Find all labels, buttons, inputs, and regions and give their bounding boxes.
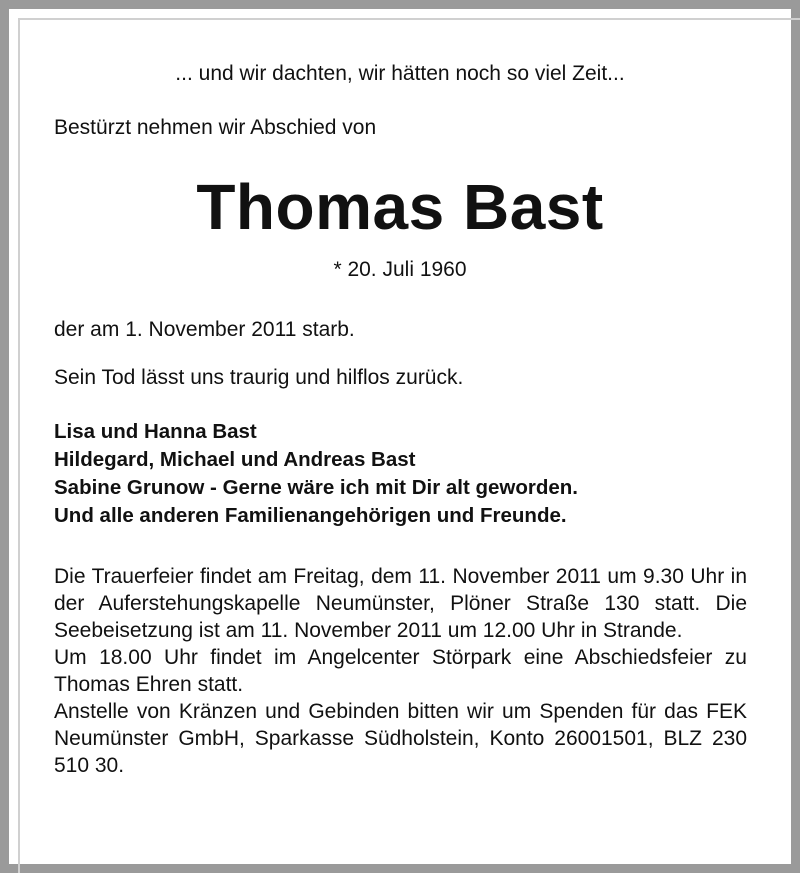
funeral-info [54, 563, 747, 779]
mourner-line: Hildegard, Michael und Andreas Bast [54, 448, 416, 471]
grief-line: Sein Tod lässt uns traurig und hilflos zurück. [54, 366, 464, 389]
mourner-line: Und alle anderen Familienangehörigen und Freunde. [54, 504, 567, 527]
deceased-name: Thomas Bast [196, 171, 604, 243]
mourner-line: Sabine Grunow - Gerne wäre ich mit Dir alt geworden. [54, 476, 578, 499]
tagline: ... und wir dachten, wir hätten noch so viel Zeit... [175, 62, 625, 85]
mourner-line: Lisa und Hanna Bast [54, 420, 257, 443]
farewell-paragraph: Um 18.00 Uhr findet im Angelcenter Störpark eine Abschiedsfeier zu Thomas Ehren statt. [54, 646, 747, 696]
donation-paragraph: Anstelle von Kränzen und Gebinden bitten wir um Spenden für das FEK Neumünster GmbH, Sparkasse Südholstein, Konto 26001501, BLZ 230 510 30. [54, 700, 747, 777]
intro-text: Bestürzt nehmen wir Abschied von [54, 116, 377, 139]
death-date-line: der am 1. November 2011 starb. [54, 318, 355, 341]
ceremony-paragraph: Die Trauerfeier findet am Freitag, dem 11. November 2011 um 9.30 Uhr in der Auferstehungskapelle Neumünster, Plöner Straße 130 statt. Die Seebeisetzung ist am 11. November 2011 um 12.00 Uhr in Strande. [54, 565, 747, 642]
mourners-list [54, 418, 578, 530]
birth-date: * 20. Juli 1960 [333, 258, 467, 281]
